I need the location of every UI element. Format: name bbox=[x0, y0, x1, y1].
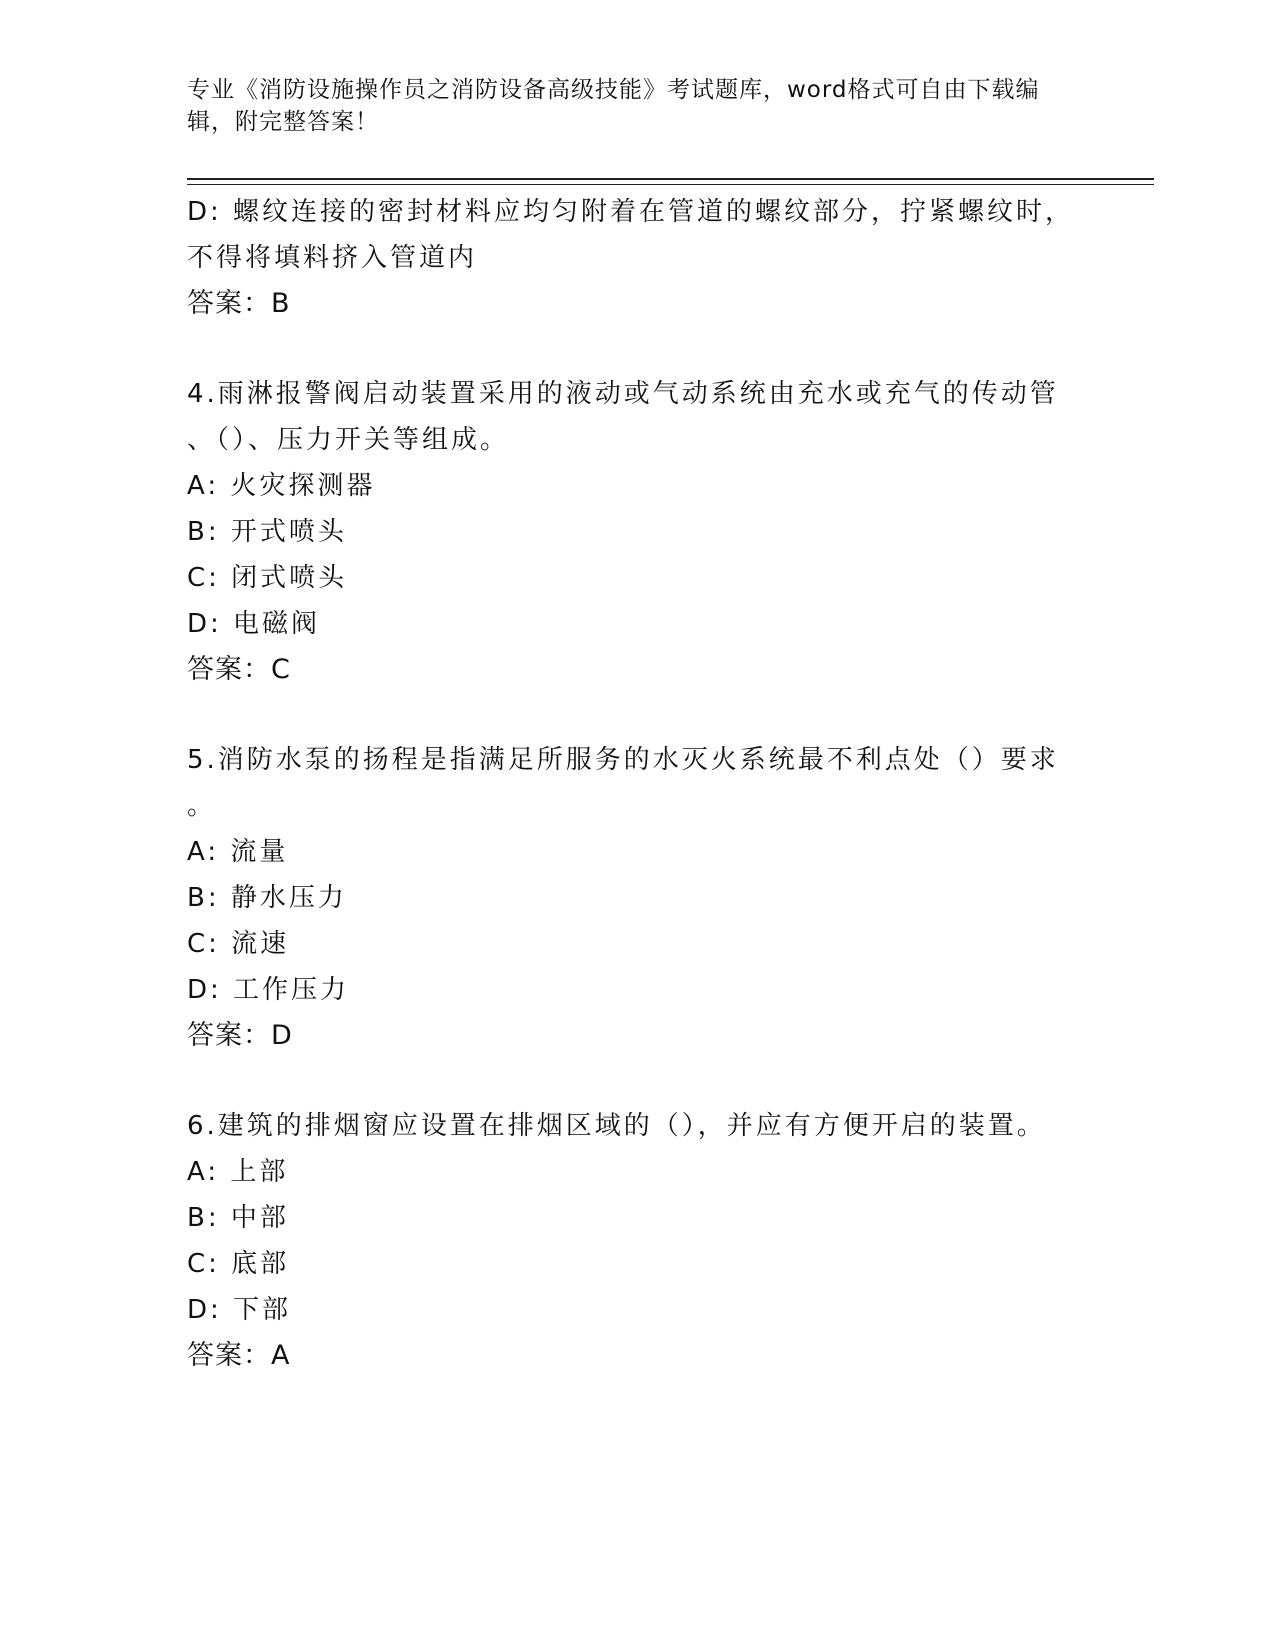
option-a: A: 流量 bbox=[187, 837, 289, 867]
question-stem-line-2: 。 bbox=[187, 791, 217, 821]
spacer bbox=[187, 327, 1087, 371]
question-block-5 bbox=[187, 737, 1087, 1059]
option-b: B: 中部 bbox=[187, 1203, 289, 1233]
question-stem-line-1: 6.建筑的排烟窗应设置在排烟区域的（），并应有方便开启的装置。 bbox=[187, 1111, 1046, 1141]
header-divider-thin bbox=[187, 184, 1154, 185]
option-c: C: 流速 bbox=[187, 929, 290, 959]
question-stem-line-2: 、（）、压力开关等组成。 bbox=[187, 425, 510, 455]
option-a: A: 上部 bbox=[187, 1157, 289, 1187]
answer-line: 答案：A bbox=[187, 1340, 291, 1371]
option-d: D: 工作压力 bbox=[187, 975, 350, 1005]
question-stem-line-1: 5.消防水泵的扬程是指满足所服务的水灭火系统最不利点处（）要求 bbox=[187, 745, 1059, 775]
option-b: B: 静水压力 bbox=[187, 883, 347, 913]
answer-line: 答案：C bbox=[187, 654, 291, 685]
answer-line: 答案：B bbox=[187, 288, 291, 319]
option-d: D: 电磁阀 bbox=[187, 609, 321, 639]
header-line-1: 专业《消防设施操作员之消防设备高级技能》考试题库，word格式可自由下载编 bbox=[187, 77, 1040, 103]
option-d-line-1: D: 螺纹连接的密封材料应均匀附着在管道的螺纹部分，拧紧螺纹时， bbox=[187, 197, 1075, 227]
option-c: C: 闭式喷头 bbox=[187, 563, 348, 593]
spacer bbox=[187, 693, 1087, 737]
option-a: A: 火灾探测器 bbox=[187, 471, 376, 501]
header-line-2: 辑，附完整答案！ bbox=[187, 109, 379, 135]
question-block-3-tail bbox=[187, 189, 1087, 327]
question-block-6 bbox=[187, 1103, 1087, 1379]
page-header bbox=[187, 74, 1067, 138]
option-c: C: 底部 bbox=[187, 1249, 290, 1279]
question-block-4 bbox=[187, 371, 1087, 693]
option-d: D: 下部 bbox=[187, 1295, 292, 1325]
option-b: B: 开式喷头 bbox=[187, 517, 347, 547]
option-d-line-2: 不得将填料挤入管道内 bbox=[187, 243, 478, 273]
answer-line: 答案：D bbox=[187, 1020, 293, 1051]
document-body bbox=[187, 189, 1087, 1379]
spacer bbox=[187, 1059, 1087, 1103]
header-divider-thick bbox=[187, 178, 1154, 180]
question-stem-line-1: 4.雨淋报警阀启动装置采用的液动或气动系统由充水或充气的传动管 bbox=[187, 379, 1059, 409]
